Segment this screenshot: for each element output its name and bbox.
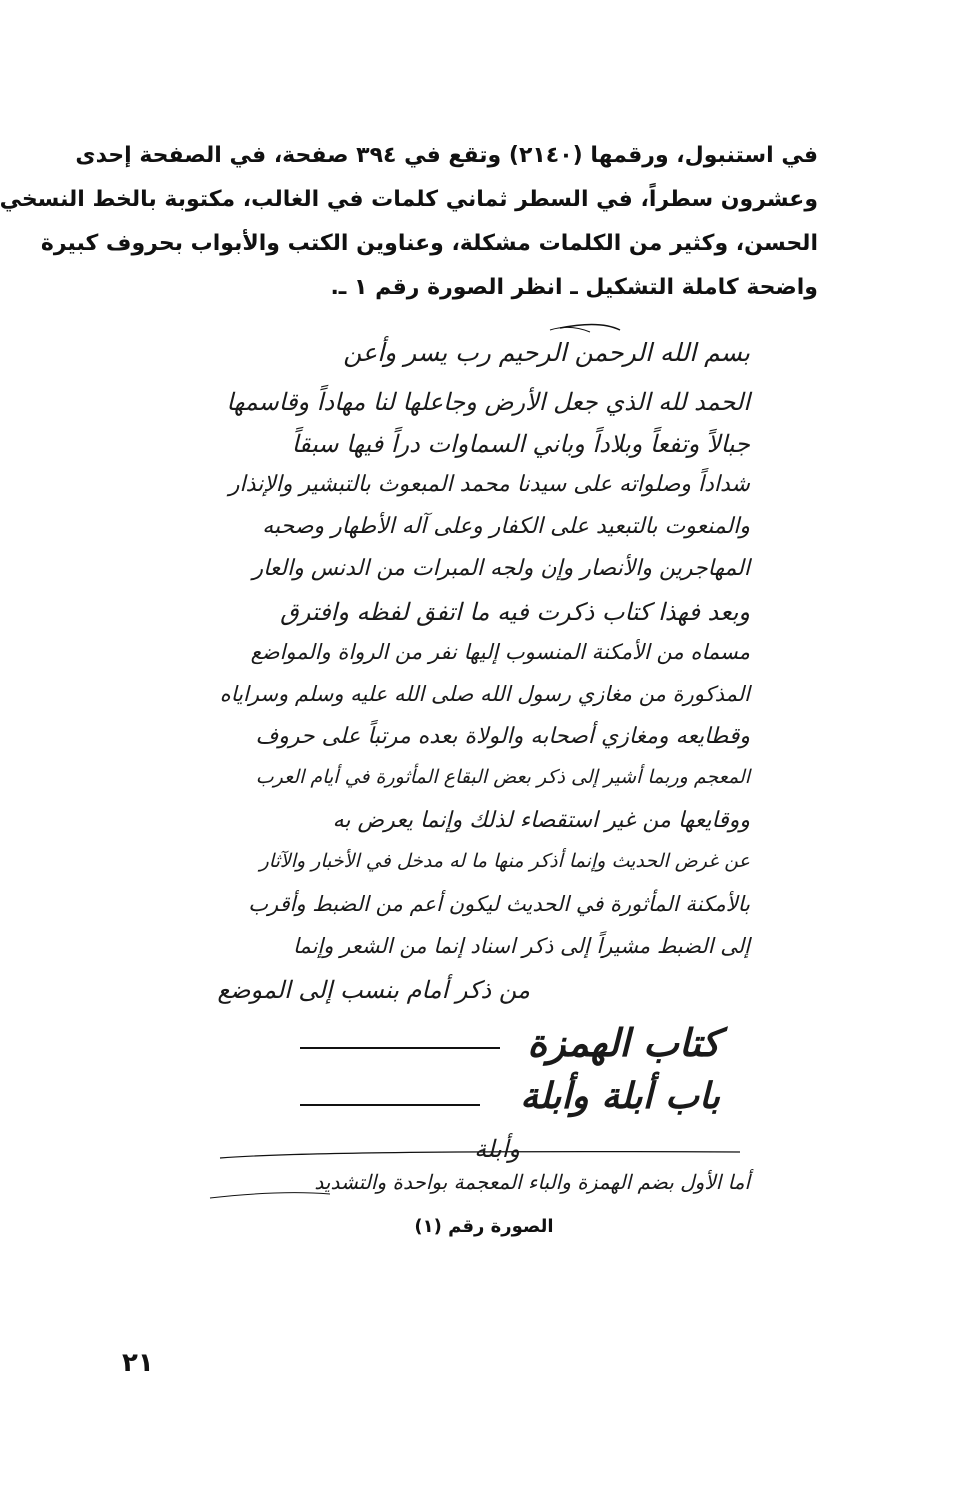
manuscript-line: بالأمكنة المأثورة في الحديث ليكون أعم من الضبط وأقرب	[248, 892, 750, 916]
manuscript-subheading: وأبلة	[474, 1135, 520, 1163]
intro-paragraph	[0, 134, 818, 310]
manuscript-line: الحمد لله الذي جعل الأرض وجاعلها لنا مهاداً وقاسمها	[226, 388, 750, 416]
intro-line: وعشرون سطراً، في السطر ثماني كلمات في الغالب، مكتوبة بالخط النسخي	[0, 187, 818, 212]
page-number: ٢١	[122, 1348, 154, 1378]
manuscript-line: والمنعوت بالتبعيد على الكفار وعلى آله الأطهار وصحبه	[262, 514, 750, 539]
manuscript-line: المذكورة من مغازي رسول الله صلى الله عليه وسلم وسراياه	[219, 682, 750, 706]
manuscript-line: بسم الله الرحمن الرحيم رب يسر وأعن	[343, 338, 750, 367]
manuscript-line: عن غرض الحديث وإنما أذكر منها ما له مدخل في الأخبار والآثار	[259, 850, 750, 872]
manuscript-line: وقطايعه ومغازي أصحابه والولاة بعده مرتباً على حروف	[255, 724, 750, 749]
manuscript-line: المهاجرين والأنصار وإن ولجه المبرات من الدنس والعار	[252, 556, 750, 581]
manuscript-line: المعجم وربما أشير إلى ذكر بعض البقاع المأثورة في أيام العرب	[255, 766, 750, 788]
manuscript-line: من ذكر أمام بنسب إلى الموضع	[217, 976, 530, 1004]
manuscript-line: إلى الضبط مشيراً إلى ذكر اسناد إنما من الشعر وإنما	[293, 934, 750, 958]
intro-line: الحسن، وكثير من الكلمات مشكلة، وعناوين الكتب والأبواب بحروف كبيرة	[40, 231, 818, 256]
manuscript-heading: باب أبلة وأبلة	[520, 1075, 720, 1117]
figure-caption: الصورة رقم (١)	[414, 1216, 554, 1237]
intro-line: واضحة كاملة التشكيل ـ انظر الصورة رقم ١ ـ.	[330, 275, 818, 300]
manuscript-line: أما الأول بضم الهمزة والباء المعجمة بواحدة والتشديد	[314, 1170, 750, 1194]
manuscript-image	[180, 320, 780, 1200]
manuscript-line: جبالاً وتفعاً وبلاداً وباني السماوات دراً فيها سبقاً	[291, 430, 750, 458]
manuscript-heading: كتاب الهمزة	[527, 1020, 720, 1065]
manuscript-line: ووقايعها من غير استقصاء لذلك وإنما يعرض به	[332, 808, 750, 833]
intro-line: في استنبول، ورقمها (٢١٤٠) وتقع في ٣٩٤ صفحة، في الصفحة إحدى	[75, 143, 818, 168]
manuscript-line: مسماه من الأمكنة المنسوب إليها نفر من الرواة والمواضع	[250, 640, 750, 664]
manuscript-line: شداداً وصلواته على سيدنا محمد المبعوث بالتبشير والإنذار	[228, 472, 750, 497]
manuscript-line: وبعد فهذا كتاب ذكرت فيه ما اتفق لفظه وافترق	[280, 598, 750, 626]
